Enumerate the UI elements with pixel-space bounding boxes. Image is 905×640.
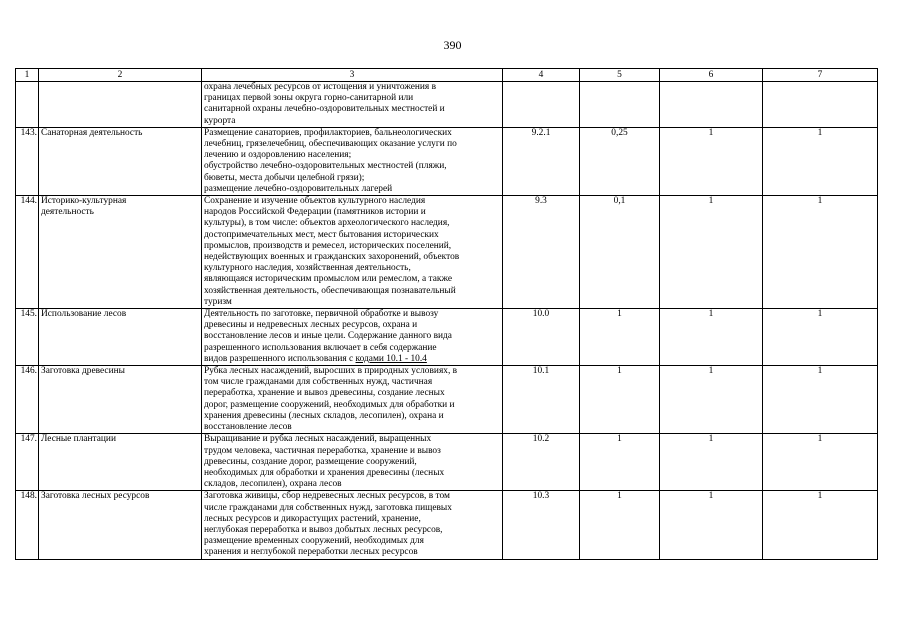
codes-link[interactable]: кодами 10.1 - 10.4 [355,353,427,364]
use-name-cell: Историко-культурная деятельность [39,196,202,309]
value-cell: 1 [580,434,660,491]
value-cell: 1 [660,434,763,491]
value-cell: 1 [763,309,878,366]
column-header: 1 [16,69,39,82]
use-name-cell [39,82,202,128]
value-cell: 1 [763,196,878,309]
value-cell: 1 [763,127,878,195]
value-cell: 1 [580,309,660,366]
row-number-cell: 145. [16,309,39,366]
page-number: 390 [443,38,462,52]
value-cell: 0,25 [580,127,660,195]
description-text: Деятельность по заготовке, первичной обработке и вывозу древесины и недревесных лесных ресурсов, охрана и восстановление лесов и иные цели. Содержание данного вида разрешенного использования включает в себя содержание видов разрешенного использования с [204,309,452,364]
row-number-cell: 148. [16,491,39,559]
value-cell [660,82,763,128]
use-name-cell: Санаторная деятельность [39,127,202,195]
use-name-cell: Лесные плантации [39,434,202,491]
use-name-cell: Заготовка лесных ресурсов [39,491,202,559]
description-cell: Размещение санаториев, профилакториев, бальнеологических лечебниц, грязелечебниц, обеспечивающих оказание услуги по лечению и оздоровлению населения; обустройство лечебно-оздоровительных местностей (пляжи, бюветы, места добычи целебной грязи); размещение лечебно-оздоровительных лагерей [202,127,503,195]
value-cell: 1 [660,309,763,366]
table-row [16,491,878,559]
value-cell [763,82,878,128]
column-header: 5 [580,69,660,82]
code-cell: 9.2.1 [503,127,580,195]
table-row [16,309,878,366]
row-number-cell: 146. [16,366,39,434]
code-cell: 10.1 [503,366,580,434]
code-cell: 10.3 [503,491,580,559]
use-name-cell: Заготовка древесины [39,366,202,434]
table-row [16,196,878,309]
code-cell: 10.2 [503,434,580,491]
value-cell: 1 [580,366,660,434]
code-cell: 9.3 [503,196,580,309]
row-number-cell: 144. [16,196,39,309]
description-cell: Заготовка живицы, сбор недревесных лесных ресурсов, в том числе гражданами для собственных нужд, заготовка пищевых лесных ресурсов и дикорастущих растений, хранение, неглубокая переработка и вывоз добытых лесных ресурсов, размещение временных сооружений, необходимых для хранения и неглубокой переработки лесных ресурсов [202,491,503,559]
value-cell: 1 [660,127,763,195]
column-number-row [16,69,878,82]
column-header: 3 [202,69,503,82]
value-cell: 1 [660,366,763,434]
table-row [16,434,878,491]
use-name-cell: Использование лесов [39,309,202,366]
value-cell: 1 [763,366,878,434]
column-header: 6 [660,69,763,82]
column-header: 7 [763,69,878,82]
description-cell: охрана лечебных ресурсов от истощения и уничтожения в границах первой зоны округа горно-санитарной или санитарной охраны лечебно-оздоровительных местностей и курорта [202,82,503,128]
value-cell: 0,1 [580,196,660,309]
value-cell: 1 [580,491,660,559]
description-cell: Сохранение и изучение объектов культурного наследия народов Российской Федерации (памятников истории и культуры), в том числе: объектов археологического наследия, достопримечательных мест, мест бытования исторических промыслов, производств и ремесел, исторических поселений, недействующих военных и гражданских захоронений, объектов культурного наследия, хозяйственная деятельность, являющаяся историческим промыслом или ремеслом, а также хозяйственная деятельность, обеспечивающая познавательный туризм [202,196,503,309]
row-number-cell: 143. [16,127,39,195]
value-cell: 1 [660,491,763,559]
value-cell: 1 [763,491,878,559]
value-cell [580,82,660,128]
value-cell: 1 [763,434,878,491]
continuation-row [16,82,878,128]
table-row [16,127,878,195]
column-header: 2 [39,69,202,82]
value-cell: 1 [660,196,763,309]
code-cell: 10.0 [503,309,580,366]
table-row [16,366,878,434]
code-cell [503,82,580,128]
description-cell [202,309,503,366]
column-header: 4 [503,69,580,82]
land-use-table [15,68,878,560]
row-number-cell [16,82,39,128]
description-cell: Выращивание и рубка лесных насаждений, выращенных трудом человека, частичная переработка, хранение и вывоз древесины, создание дорог, размещение сооружений, необходимых для обработки и хранения древесины (лесных складов, лесопилен), охрана лесов [202,434,503,491]
row-number-cell: 147. [16,434,39,491]
description-cell: Рубка лесных насаждений, выросших в природных условиях, в том числе гражданами для собственных нужд, частичная переработка, хранение и вывоз древесины, создание лесных дорог, размещение сооружений, необходимых для обработки и хранения древесины (лесных складов, лесопилен), охрана и восстановление лесов [202,366,503,434]
